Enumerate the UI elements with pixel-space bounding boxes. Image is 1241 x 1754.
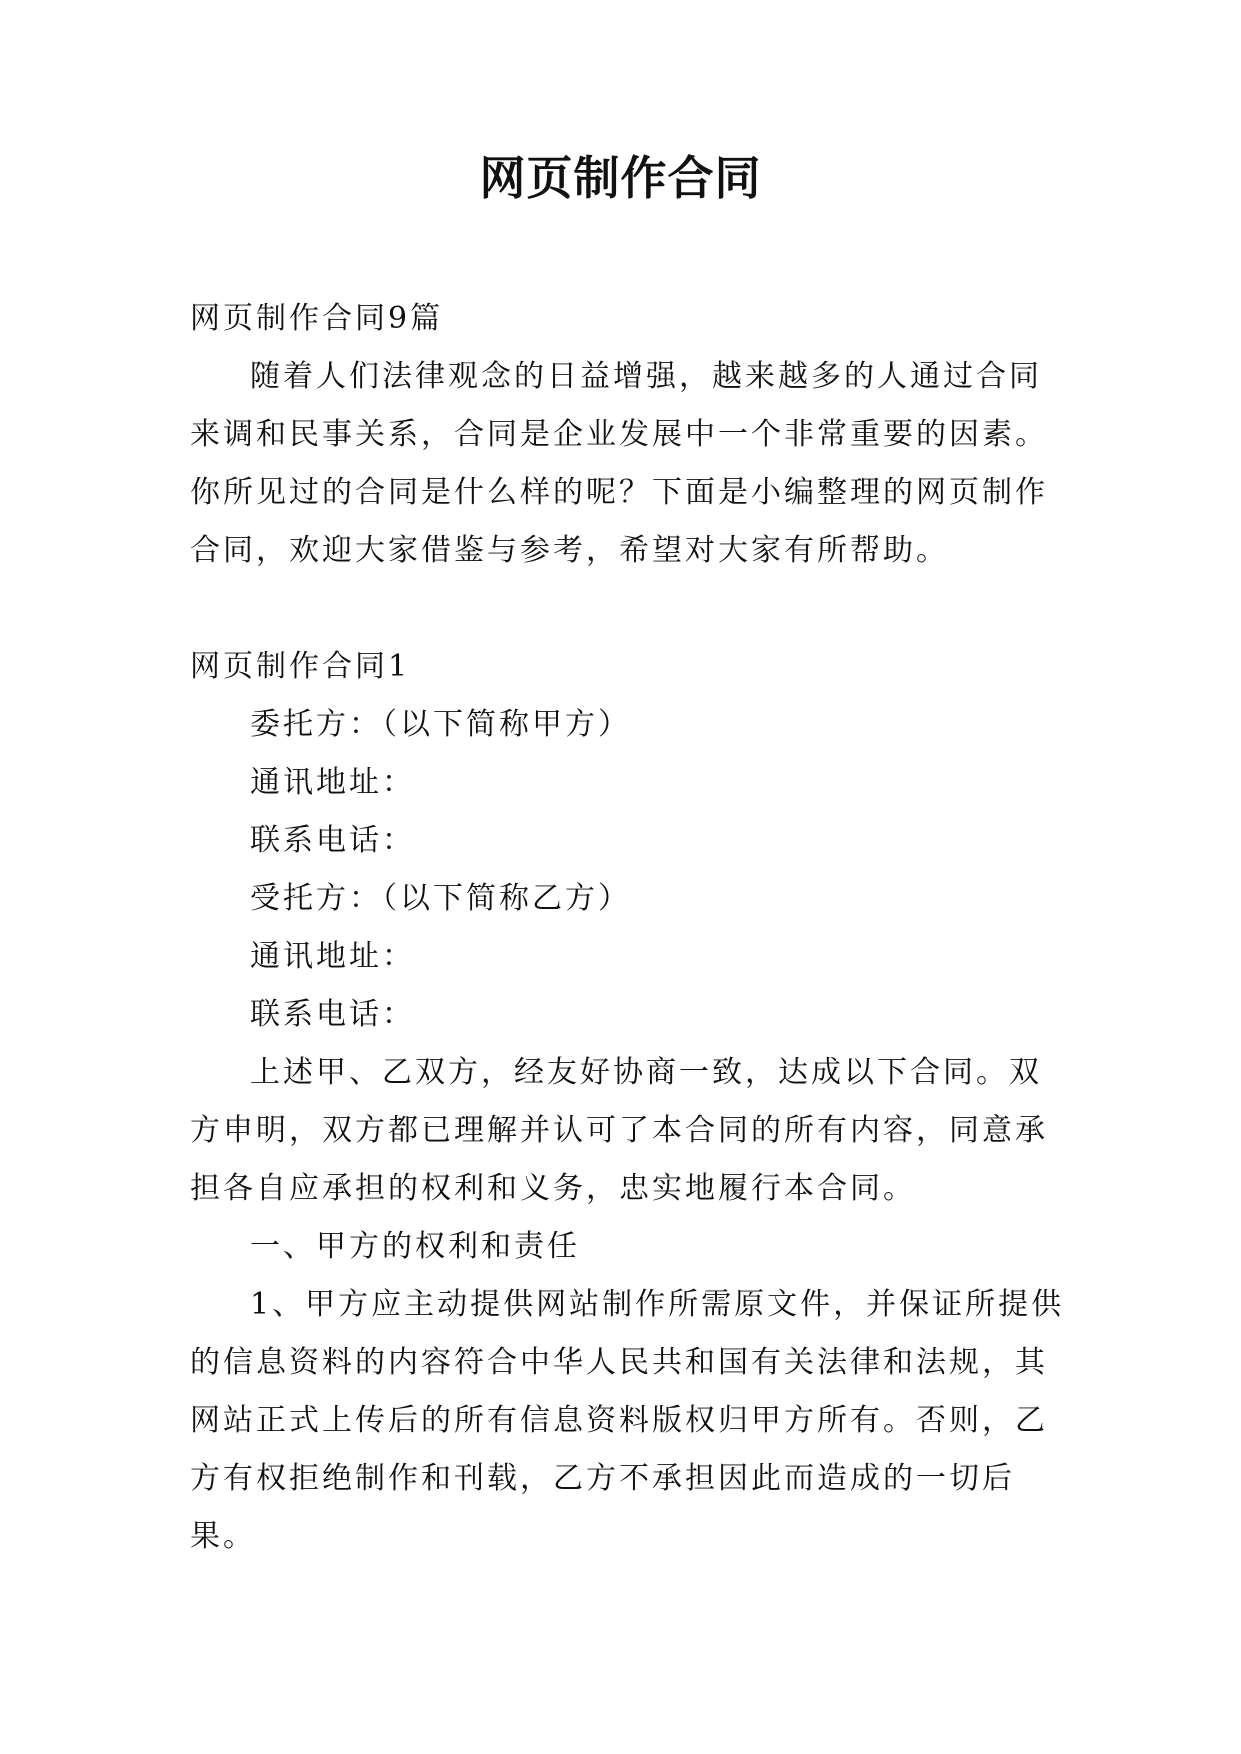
party-a-address: 通讯地址： (250, 765, 415, 800)
document-subtitle: 网页制作合同9篇 (190, 301, 444, 336)
party-b-label: 受托方：（以下简称乙方） (250, 881, 631, 916)
paragraph-spacer (190, 580, 1070, 638)
clause-heading: 一、甲方的权利和责任 (250, 1229, 580, 1264)
party-a-label: 委托方：（以下简称甲方） (250, 707, 631, 742)
party-b-address: 通讯地址： (250, 939, 415, 974)
document-title: 网页制作合同 (479, 151, 762, 205)
intro-paragraph: 随着人们法律观念的日益增强，越来越多的人通过合同来调和民事关系，合同是企业发展中一个非常重要的因素。你所见过的合同是什么样的呢？下面是小编整理的网页制作合同，欢迎大家借鉴与参考，希望对大家有所帮助。 (190, 359, 1048, 568)
clause-1-paragraph: 1、甲方应主动提供网站制作所需原文件，并保证所提供的信息资料的内容符合中华人民共和国有关法律和法规，其网站正式上传后的所有信息资料版权归甲方所有。否则，乙方有权拒绝制作和刊载，乙方不承担因此而造成的一切后果。 (190, 1287, 1065, 1554)
agreement-paragraph: 上述甲、乙双方，经友好协商一致，达成以下合同。双方申明，双方都已理解并认可了本合同的所有内容，同意承担各自应承担的权利和义务，忠实地履行本合同。 (190, 1055, 1048, 1206)
party-a-phone: 联系电话： (250, 823, 415, 858)
party-b-phone: 联系电话： (250, 997, 415, 1032)
document-body (190, 290, 1070, 1566)
section-heading: 网页制作合同1 (190, 649, 411, 684)
